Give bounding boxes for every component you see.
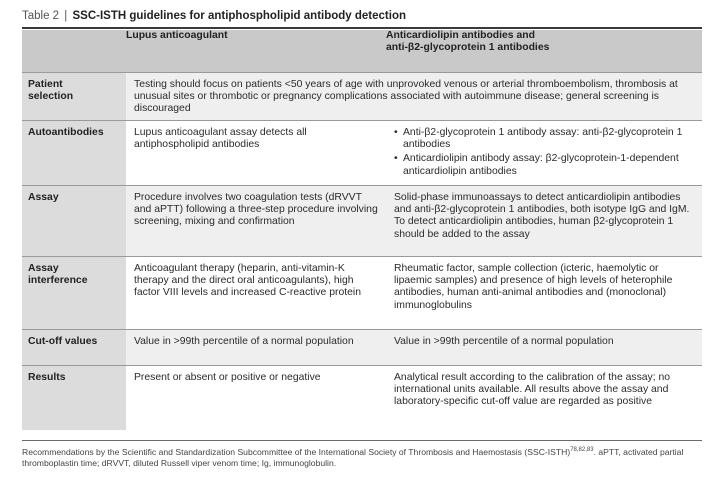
row-label-assay-interference xyxy=(22,257,126,330)
interference-anticardiolipin-text: Rheumatic factor, sample collection (icteric, haemolytic or lipaemic samples) and presence of high levels of heterophile antibodies, human anti-animal antibodies and (monoclonal) immunoglobulins xyxy=(386,257,702,330)
table-row-cutoff-values xyxy=(22,330,702,366)
bullet-text: Anti-β2-glycoprotein 1 antibody assay: anti-β2-glycoprotein 1 antibodies xyxy=(403,127,683,151)
table-title xyxy=(22,10,406,22)
footnote-references: 78,82,83 xyxy=(570,447,594,453)
list-item xyxy=(394,153,694,177)
row-label-line: selection xyxy=(28,91,74,103)
cutoff-anticardiolipin-text: Value in >99th percentile of a normal population xyxy=(386,330,702,366)
table-title-text: SSC-ISTH guidelines for antiphospholipid antibody detection xyxy=(72,10,406,22)
table-row-results xyxy=(22,366,702,431)
header-col2-line1: Anticardiolipin antibodies and xyxy=(386,30,535,41)
table-row-assay xyxy=(22,186,702,257)
autoantibodies-lupus-text: Lupus anticoagulant assay detects all antiphospholipid antibodies xyxy=(126,121,386,186)
header-col2-line2: anti-β2-glycoprotein 1 antibodies xyxy=(386,42,550,54)
header-anticardiolipin xyxy=(386,30,702,73)
row-label-patient-selection xyxy=(22,73,126,121)
interference-lupus-text: Anticoagulant therapy (heparin, anti-vitamin-K therapy and the direct oral anticoagulants), high factor VIII levels and increased C-reactive protein xyxy=(126,257,386,330)
row-label-cutoff-values: Cut-off values xyxy=(22,330,126,366)
table-footnote xyxy=(22,445,706,470)
table-number: Table 2 xyxy=(22,10,60,22)
table-row-patient-selection xyxy=(22,73,702,121)
bullet-marker: • xyxy=(394,127,398,138)
header-row xyxy=(22,30,702,73)
results-lupus-text: Present or absent or positive or negative xyxy=(126,366,386,431)
row-label-autoantibodies: Autoantibodies xyxy=(22,121,126,186)
row-label-line: Patient xyxy=(28,79,63,90)
row-label-assay: Assay xyxy=(22,186,126,257)
bottom-rule xyxy=(22,440,702,441)
row-label-results: Results xyxy=(22,366,126,431)
guidelines-table xyxy=(22,30,702,430)
header-blank-cell xyxy=(22,30,126,73)
assay-lupus-text: Procedure involves two coagulation tests (dRVVT and aPTT) following a three-step procedure involving screening, mixing and confirmation xyxy=(126,186,386,257)
bullet-text: Anticardiolipin antibody assay: β2-glycoprotein-1-dependent anticardiolipin antibodies xyxy=(403,153,679,177)
table-row-assay-interference xyxy=(22,257,702,330)
bullet-marker: • xyxy=(394,153,398,165)
row-label-line: interference xyxy=(28,275,88,287)
table-row-autoantibodies xyxy=(22,121,702,186)
row-label-line: Assay xyxy=(28,263,59,274)
header-lupus-anticoagulant: Lupus anticoagulant xyxy=(126,30,386,73)
autoantibodies-bullet-list xyxy=(394,127,694,178)
patient-selection-text: Testing should focus on patients <50 years of age with unprovoked venous or arterial thromboembolism, thrombosis at unusual sites or thrombotic or pregnancy complications associated with autoimmune disease; general screening is discouraged xyxy=(126,73,702,121)
title-separator: | xyxy=(64,10,68,22)
footnote-abbreviations: . aPTT, activated partial thromboplastin time; dRVVT, diluted Russell viper venom time; Ig, immunoglobulin. xyxy=(22,446,684,469)
footnote-text: Recommendations by the Scientific and Standardization Subcommittee of the International Society of Thrombosis and Haemostasis (SSC-ISTH) xyxy=(22,446,571,457)
cutoff-lupus-text: Value in >99th percentile of a normal population xyxy=(126,330,386,366)
results-anticardiolipin-text: Analytical result according to the calibration of the assay; no international units available. All results above the assay and laboratory-specific cut-off value are regarded as positive xyxy=(386,366,702,431)
assay-anticardiolipin-text: Solid-phase immunoassays to detect anticardiolipin antibodies and anti-β2-glycoprotein 1 antibodies, both isotype IgG and IgM. To detect anticardiolipin antibodies, human β2-glycoprotein 1 should be added to the assay xyxy=(386,186,702,257)
list-item xyxy=(394,127,694,151)
top-rule xyxy=(22,27,702,29)
autoantibodies-anticardiolipin-cell xyxy=(386,121,702,186)
